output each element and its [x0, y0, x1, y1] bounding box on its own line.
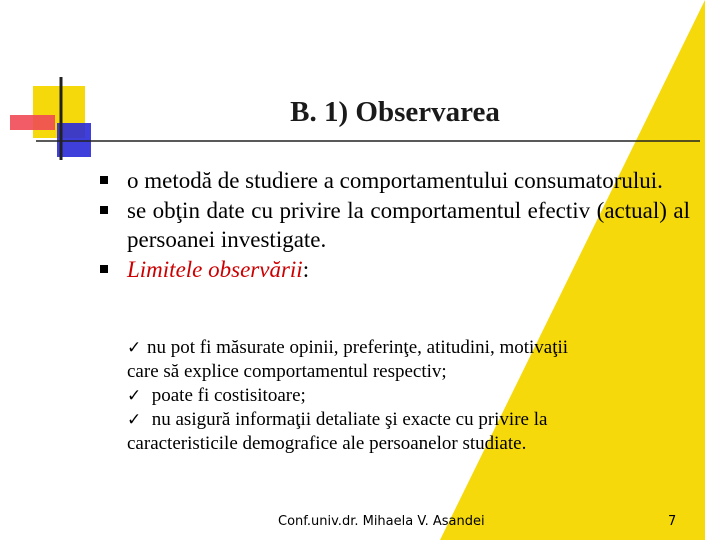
limits-sublist	[127, 336, 692, 456]
checkmark-icon: ✓	[127, 338, 142, 358]
red-bar-shape	[10, 115, 55, 130]
bullet-item	[100, 166, 690, 195]
sub-item-text: nu asigură informaţii detaliate şi exacte cu privire la	[147, 409, 548, 430]
limits-colon: :	[302, 257, 310, 282]
footer-author: Conf.univ.dr. Mihaela V. Asandei	[278, 514, 485, 529]
bullet-text: o metodă de studiere a comportamentului consumatorului.	[127, 168, 663, 193]
sub-item	[127, 408, 692, 432]
sub-item-text: poate fi costisitoare;	[147, 385, 306, 406]
sub-item-continuation: care să explice comportamentul respectiv;	[127, 361, 447, 382]
bullet-item	[100, 255, 690, 284]
page-number: 7	[668, 514, 677, 529]
bullet-list	[100, 166, 690, 285]
slide-title: B. 1) Observarea	[290, 96, 500, 128]
bullet-text: se obţin date cu privire la comportamentul efectiv (actual) al persoanei investigate.	[127, 198, 690, 252]
square-bullet-icon	[100, 265, 108, 273]
sub-item	[127, 336, 692, 360]
sub-item	[127, 384, 692, 408]
sub-item-text: nu pot fi măsurate opinii, preferinţe, atitudini, motivaţii	[147, 337, 569, 358]
checkmark-icon: ✓	[127, 410, 142, 430]
square-bullet-icon	[100, 206, 108, 214]
square-bullet-icon	[100, 176, 108, 184]
sub-item-continuation: caracteristicile demografice ale persoanelor studiate.	[127, 433, 527, 454]
checkmark-icon: ✓	[127, 386, 142, 406]
limits-heading: Limitele observării	[127, 257, 303, 282]
bullet-item	[100, 196, 690, 254]
